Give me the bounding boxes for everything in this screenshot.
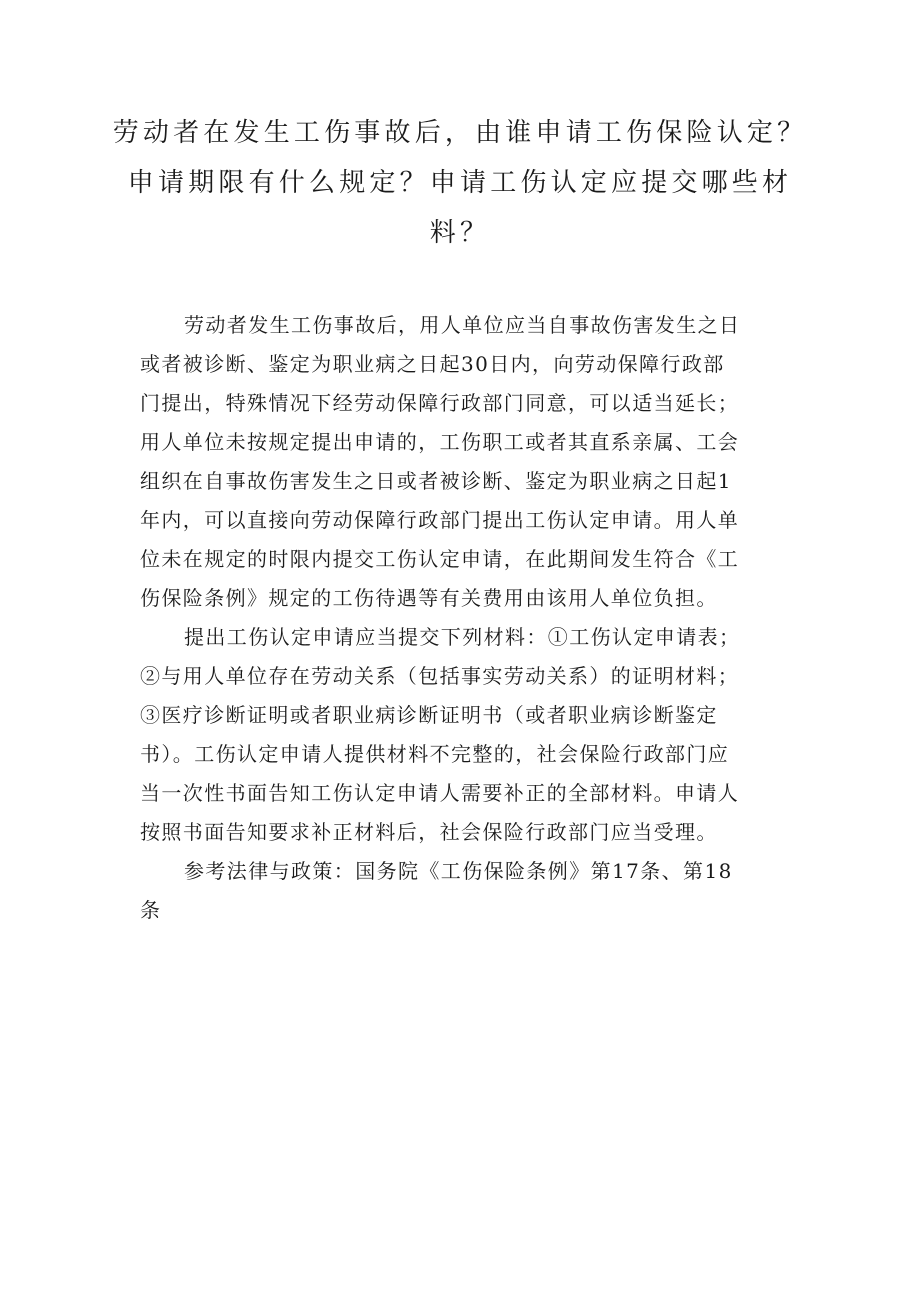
text-line: 组织在自事故伤害发生之日或者被诊断、鉴定为职业病之日起1 xyxy=(140,469,732,493)
text-line: 书）。工伤认定申请人提供材料不完整的，社会保险行政部门应 xyxy=(140,742,730,766)
title-line: 料？ xyxy=(429,218,491,248)
text-line: 参考法律与政策：国务院《工伤保险条例》第17条、第18 xyxy=(184,859,733,883)
text-line: 按照书面告知要求补正材料后，社会保险行政部门应当受理。 xyxy=(140,820,718,844)
text-line: 用人单位未按规定提出申请的，工伤职工或者其直系亲属、工会 xyxy=(140,430,740,454)
text-line: 劳动者发生工伤事故后，用人单位应当自事故伤害发生之日 xyxy=(184,313,741,337)
document-body xyxy=(140,306,790,930)
text-line: 或者被诊断、鉴定为职业病之日起30日内，向劳动保障行政部 xyxy=(140,352,725,376)
document-title xyxy=(0,108,920,258)
text-line: ②与用人单位存在劳动关系（包括事实劳动关系）的证明材料； xyxy=(140,664,740,688)
text-line: 条 xyxy=(140,898,162,922)
text-line: 当一次性书面告知工伤认定申请人需要补正的全部材料。申请人 xyxy=(140,781,740,805)
text-line: 伤保险条例》规定的工伤待遇等有关费用由该用人单位负担。 xyxy=(140,586,718,610)
text-line: 门提出，特殊情况下经劳动保障行政部门同意，可以适当延长； xyxy=(140,391,740,415)
title-line: 劳动者在发生工伤事故后，由谁申请工伤保险认定？ xyxy=(112,118,808,148)
paragraph-required-materials xyxy=(140,618,790,852)
text-line: ③医疗诊断证明或者职业病诊断证明书（或者职业病诊断鉴定 xyxy=(140,703,718,727)
text-line: 提出工伤认定申请应当提交下列材料：①工伤认定申请表； xyxy=(184,625,741,649)
text-line: 年内，可以直接向劳动保障行政部门提出工伤认定申请。用人单 xyxy=(140,508,740,532)
paragraph-application-deadline xyxy=(140,306,790,618)
title-line: 申请期限有什么规定？申请工伤认定应提交哪些材 xyxy=(127,168,793,198)
paragraph-legal-reference xyxy=(140,852,790,930)
text-line: 位未在规定的时限内提交工伤认定申请，在此期间发生符合《工 xyxy=(140,547,740,571)
